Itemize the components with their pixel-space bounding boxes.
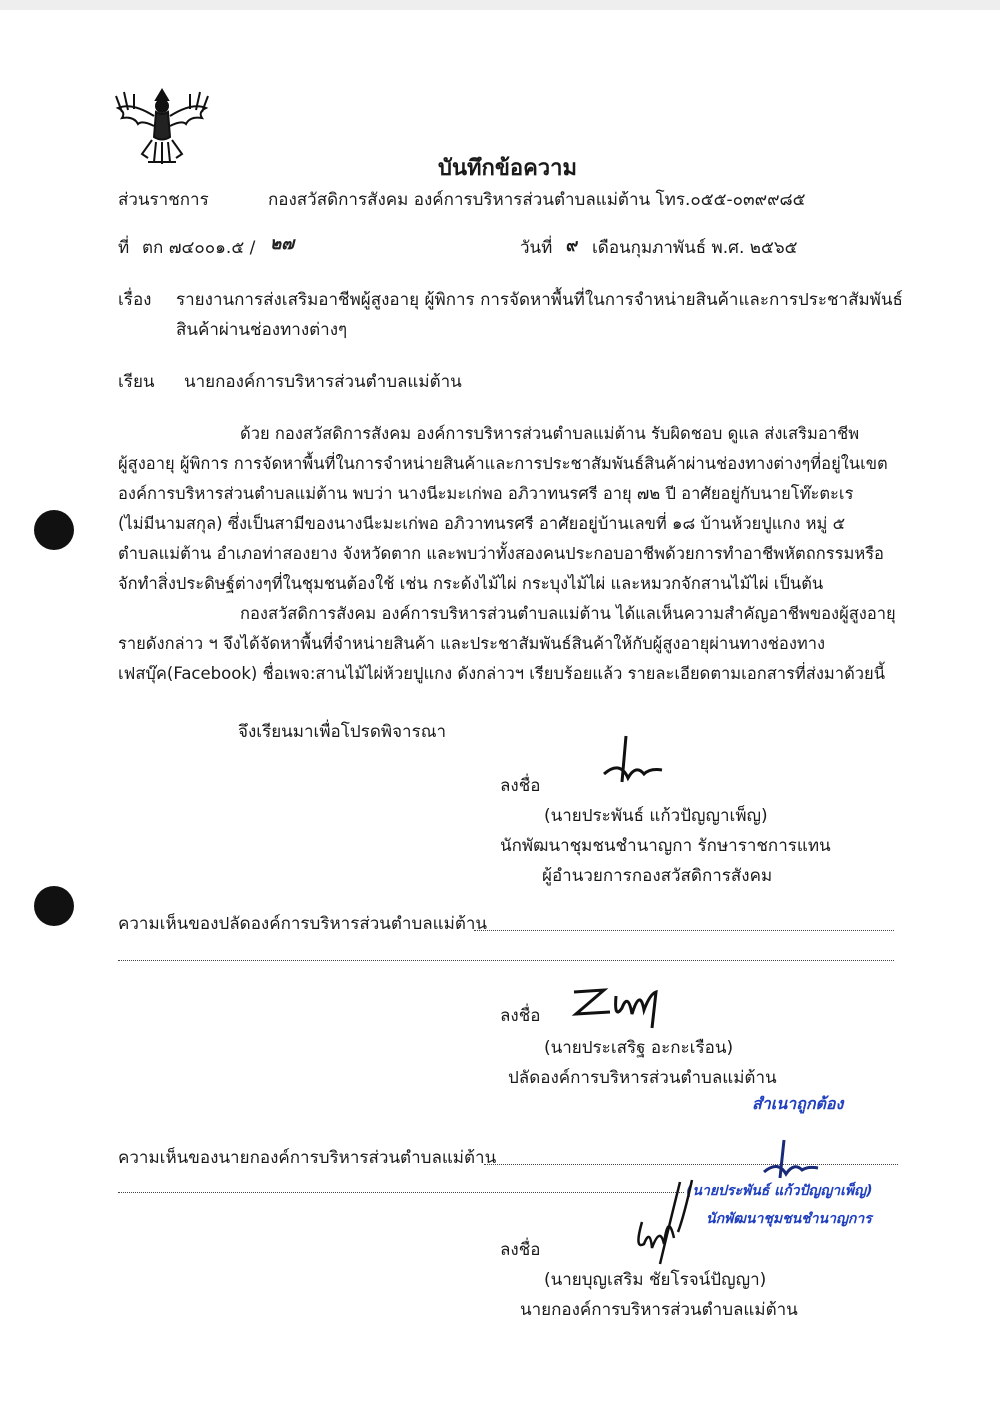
punch-hole — [34, 886, 74, 926]
opinion-2-blank-line-2 — [118, 1192, 684, 1193]
to-label: เรียน — [118, 372, 155, 392]
opinion-2-blank-line — [484, 1164, 898, 1165]
signer-2-name: (นายประเสริฐ อะกะเรือน) — [544, 1038, 734, 1058]
signer-3-name: (นายบุญเสริม ชัยโรจน์ปัญญา) — [544, 1270, 767, 1290]
stamp-signature-icon — [760, 1138, 820, 1182]
signature-3-icon — [630, 1172, 710, 1268]
signature-2-icon — [570, 984, 670, 1034]
certified-copy-stamp: สำเนาถูกต้อง — [752, 1094, 844, 1113]
memo-title: บันทึกข้อความ — [438, 156, 578, 181]
closing-text: จึงเรียนมาเพื่อโปรดพิจารณา — [238, 722, 447, 742]
body-line: ผู้สูงอายุ ผู้พิการ การจัดหาพื้นที่ในการจำหน่ายสินค้าและการประชาสัมพันธ์สินค้าผ่านช่องทางต่างๆที่อยู่ในเขต — [118, 454, 888, 473]
opinion-1-blank-line-2 — [118, 960, 894, 961]
subject-line-2: สินค้าผ่านช่องทางต่างๆ — [176, 320, 348, 340]
signer-1-position-2: ผู้อำนวยการกองสวัสดิการสังคม — [542, 866, 773, 886]
stamp-name: (นายประพันธ์ แก้วปัญญาเพ็ญ) — [686, 1183, 873, 1199]
subject-line-1: รายงานการส่งเสริมอาชีพผู้สูงอายุ ผู้พิการ การจัดหาพื้นที่ในการจำหน่ายสินค้าและการประชาสัมพันธ์ — [176, 290, 903, 310]
signer-2-position: ปลัดองค์การบริหารส่วนตำบลแม่ต้าน — [508, 1068, 777, 1088]
ref-number-handwritten: ๒๗ — [270, 234, 294, 254]
signer-1-name: (นายประพันธ์ แก้วปัญญาเพ็ญ) — [544, 806, 768, 826]
sign-label-2: ลงชื่อ — [500, 1006, 541, 1026]
body-line: ตำบลแม่ต้าน อำเภอท่าสองยาง จังหวัดตาก และพบว่าทั้งสองคนประกอบอาชีพด้วยการทำอาชีพหัตถกรรมหรือ — [118, 544, 884, 563]
body-line: กองสวัสดิการสังคม องค์การบริหารส่วนตำบลแม่ต้าน ได้แลเห็นความสำคัญอาชีพของผู้สูงอายุ — [240, 604, 896, 623]
stamp-position: นักพัฒนาชุมชนชำนาญการ — [706, 1211, 872, 1227]
date-day: ๙ — [566, 236, 579, 256]
sign-label-1: ลงชื่อ — [500, 776, 541, 796]
body-line: (ไม่มีนามสกุล) ซึ่งเป็นสามีของนางนีะมะเก่พอ อภิวาทนรศรี อาศัยอยู่บ้านเลขที่ ๑๘ บ้านห้วยปูแกง หมู่ ๕ — [118, 514, 846, 533]
date-label: วันที่ — [520, 238, 553, 258]
body-line: รายดังกล่าว ฯ จึงได้จัดหาพื้นที่จำหน่ายสินค้า และประชาสัมพันธ์สินค้าให้กับผู้สูงอายุผ่านทางช่องทาง — [118, 634, 826, 653]
department-value: กองสวัสดิการสังคม องค์การบริหารส่วนตำบลแม่ต้าน โทร.๐๕๕-๐๓๙๙๘๕ — [268, 190, 806, 210]
garuda-emblem-icon — [112, 82, 212, 168]
signer-1-position: นักพัฒนาชุมชนชำนาญกา รักษาราชการแทน — [500, 836, 831, 856]
body-line: องค์การบริหารส่วนตำบลแม่ต้าน พบว่า นางนีะมะเก่พอ อภิวาทนรศรี อายุ ๗๒ ปี อาศัยอยู่กับนายโท๊ะตะเร — [118, 484, 854, 503]
opinion-1-label: ความเห็นของปลัดองค์การบริหารส่วนตำบลแม่ต้าน — [118, 914, 488, 934]
ref-label: ที่ — [118, 238, 130, 258]
punch-hole — [34, 510, 74, 550]
ref-value: ตก ๗๔๐๐๑.๕ / — [142, 238, 256, 258]
department-label: ส่วนราชการ — [118, 190, 209, 210]
opinion-1-blank-line — [474, 930, 894, 931]
opinion-2-label: ความเห็นของนายกองค์การบริหารส่วนตำบลแม่ต้าน — [118, 1148, 497, 1168]
body-line: ด้วย กองสวัสดิการสังคม องค์การบริหารส่วนตำบลแม่ต้าน รับผิดชอบ ดูแล ส่งเสริมอาชีพ — [240, 424, 860, 443]
body-line: จักทำสิ่งประดิษฐ์ต่างๆที่ในชุมชนต้องใช้ เช่น กระด้งไม้ไผ่ กระบุงไม้ไผ่ และหมวกจักสานไม้ไผ่ เป็นต้น — [118, 574, 824, 593]
subject-label: เรื่อง — [118, 290, 152, 310]
sign-label-3: ลงชื่อ — [500, 1240, 541, 1260]
signature-1-icon — [596, 734, 666, 790]
scan-edge — [0, 0, 1000, 10]
body-line: เฟสบุ๊ค(Facebook) ชื่อเพจ:สานไม้ไผ่ห้วยปูแกง ดังกล่าวฯ เรียบร้อยแล้ว รายละเอียดตามเอกสารที่ส่งมาด้วยนี้ — [118, 664, 885, 683]
signer-3-position: นายกองค์การบริหารส่วนตำบลแม่ต้าน — [520, 1300, 798, 1320]
date-rest: เดือนกุมภาพันธ์ พ.ศ. ๒๕๖๕ — [592, 238, 798, 258]
to-value: นายกองค์การบริหารส่วนตำบลแม่ต้าน — [184, 372, 462, 392]
